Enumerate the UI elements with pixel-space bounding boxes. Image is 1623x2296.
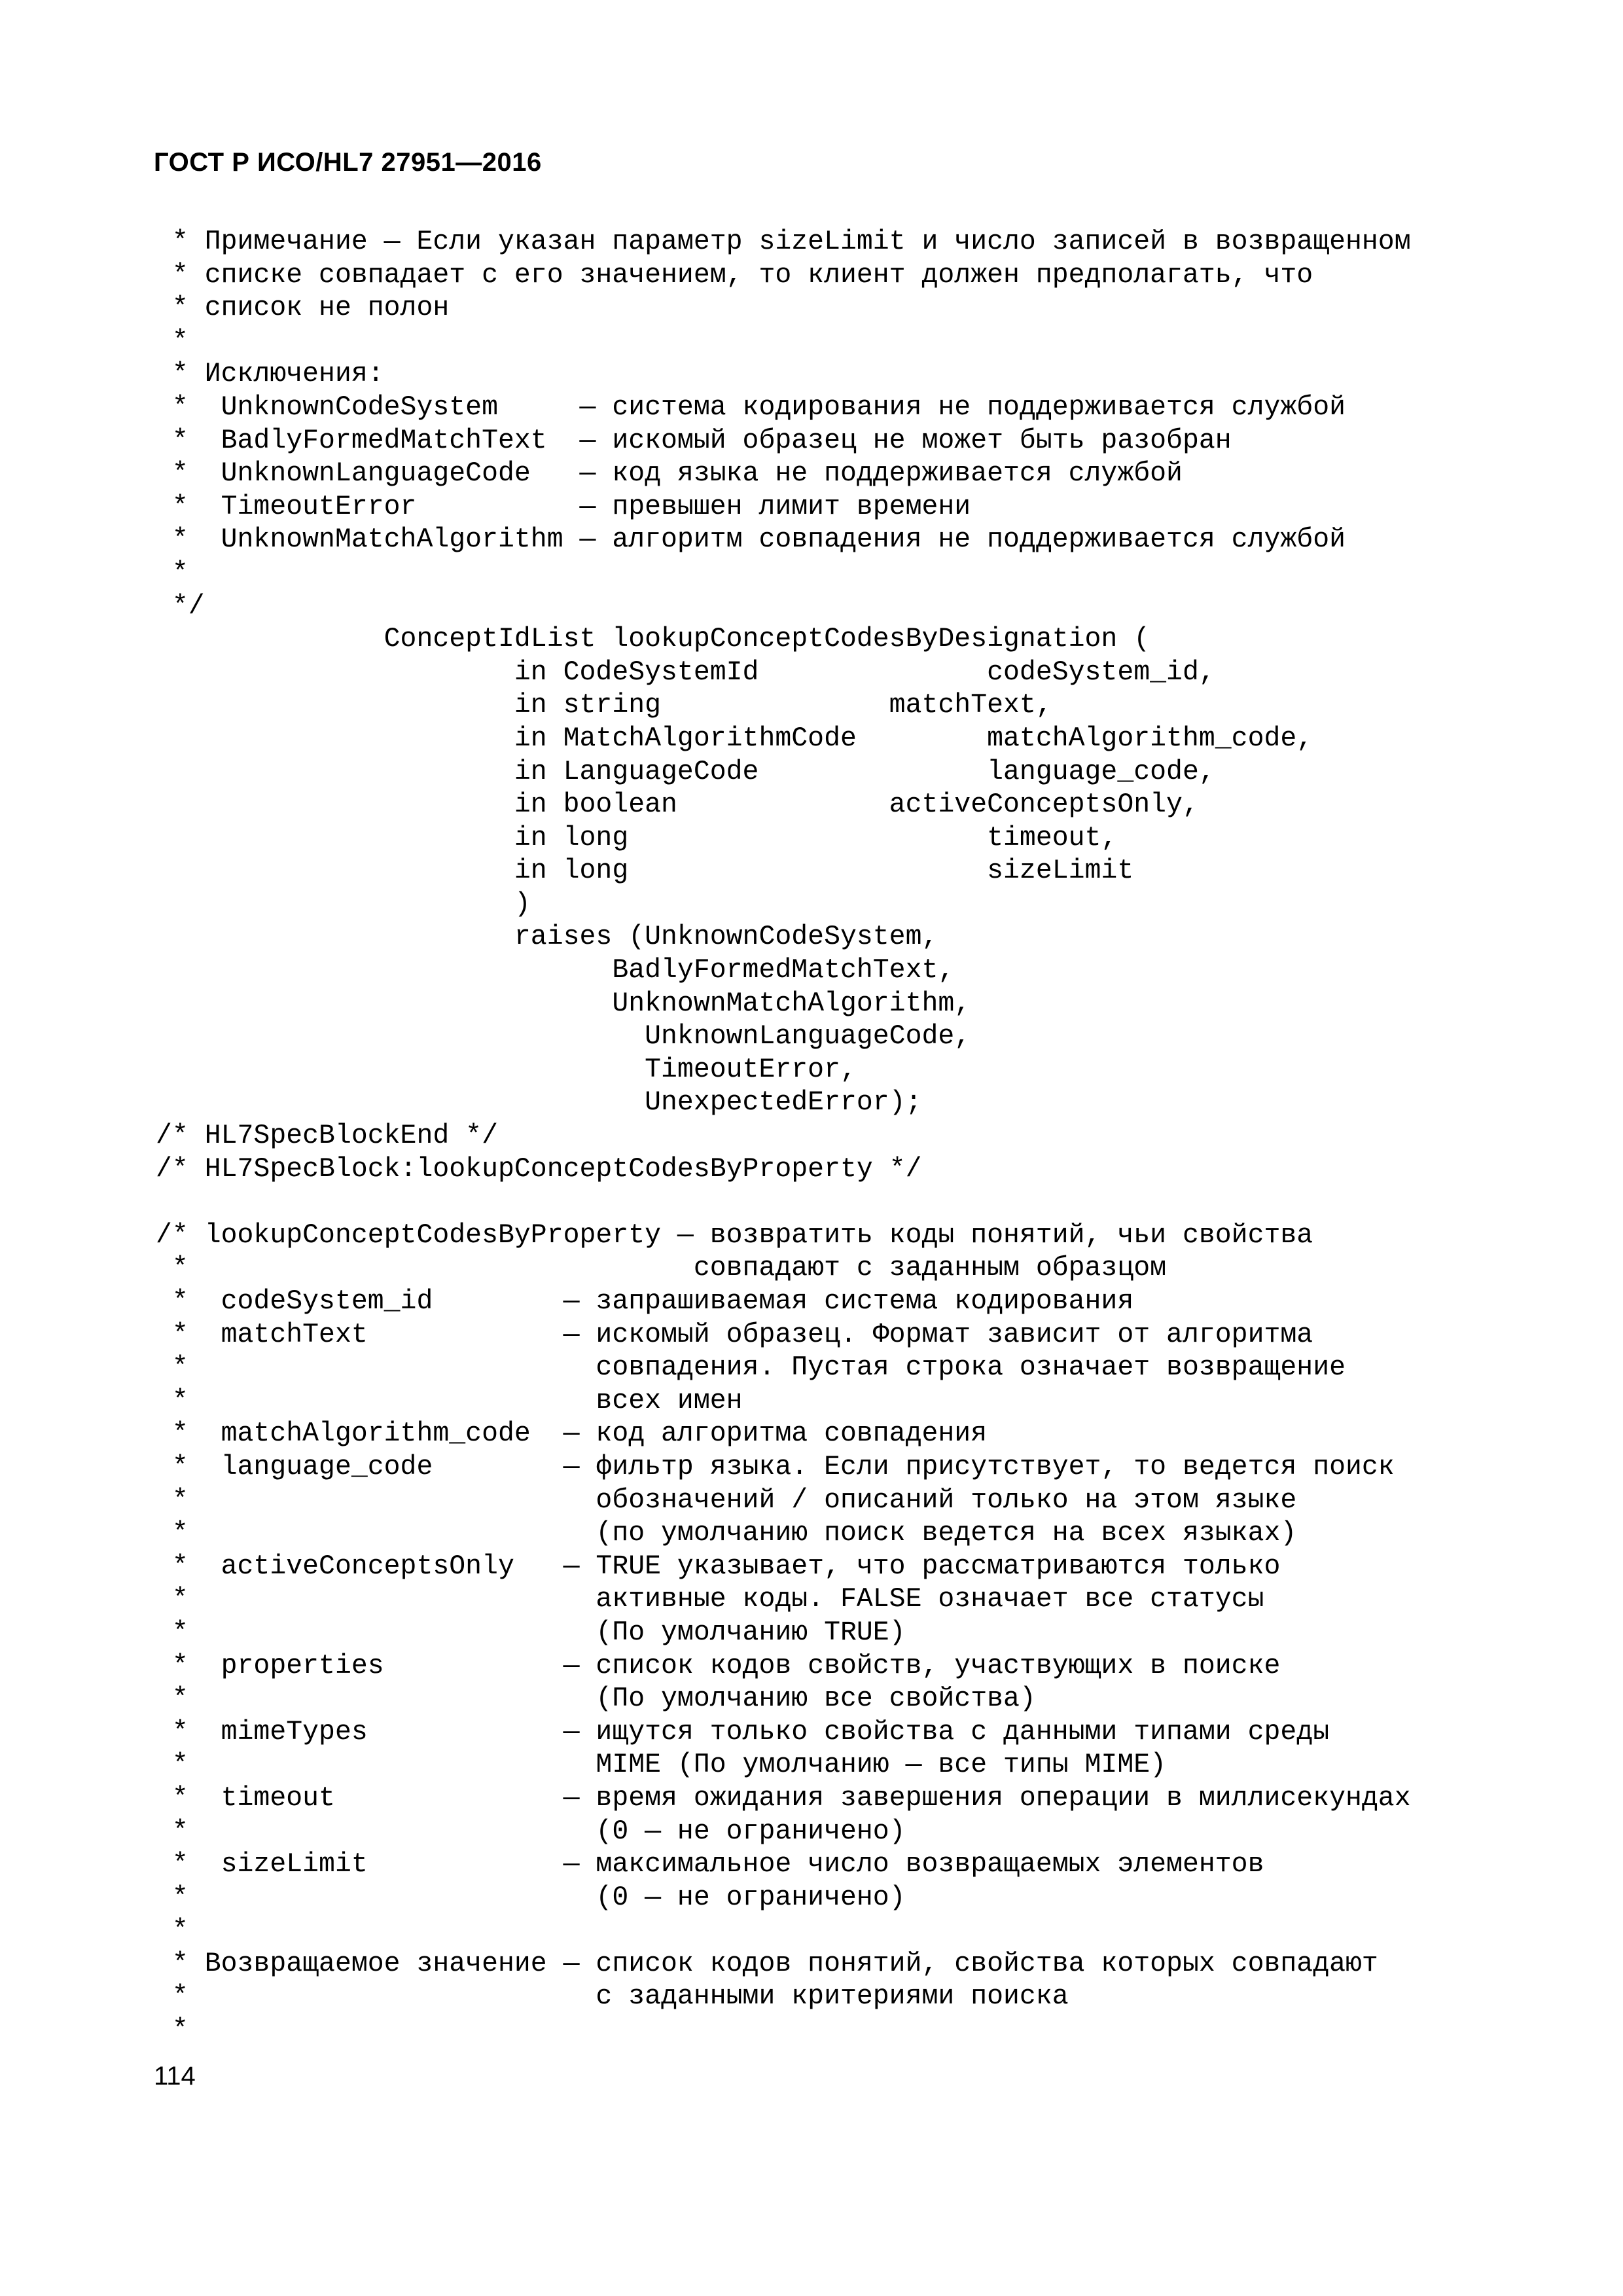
code-line: * активные коды. FALSE означает все статусы	[156, 1584, 1264, 1615]
code-line: * sizeLimit — максимальное число возвращаемых элементов	[156, 1849, 1264, 1880]
code-line: in string matchText,	[156, 690, 1052, 721]
code-line: UnexpectedError);	[156, 1087, 922, 1119]
code-line: in LanguageCode language_code,	[156, 756, 1215, 787]
code-line	[156, 1186, 1411, 1219]
code-line: * UnknownMatchAlgorithm — алгоритм совпадения не поддерживается службой	[156, 524, 1346, 556]
code-line: * совпадения. Пустая строка означает возвращение	[156, 1352, 1346, 1384]
code-line: * activeConceptsOnly — TRUE указывает, что рассматриваются только	[156, 1551, 1281, 1582]
code-line: *	[156, 2015, 188, 2046]
code-line: * (0 — не ограничено)	[156, 1882, 906, 1913]
code-line: * MIME (По умолчанию — все типы MIME)	[156, 1749, 1167, 1781]
code-line: ConceptIdList lookupConceptCodesByDesignation (	[156, 624, 1150, 655]
code-line: * с заданными критериями поиска	[156, 1981, 1069, 2013]
code-listing	[156, 226, 1411, 2047]
code-line: TimeoutError,	[156, 1054, 857, 1085]
code-line: UnknownLanguageCode,	[156, 1021, 971, 1052]
code-line: * mimeTypes — ищутся только свойства с данными типами среды	[156, 1716, 1330, 1748]
code-line: in long timeout,	[156, 822, 1118, 853]
document-header: ГОСТ Р ИСО/HL7 27951—2016	[154, 148, 542, 177]
code-line: BadlyFormedMatchText,	[156, 955, 955, 986]
code-line: * списке совпадает с его значением, то клиент должен предполагать, что	[156, 259, 1313, 291]
code-line: /* lookupConceptCodesByProperty — возвратить коды понятий, чьи свойства	[156, 1219, 1313, 1251]
code-line: */	[156, 590, 205, 622]
code-line: * всех имен	[156, 1385, 743, 1416]
code-line: * UnknownCodeSystem — система кодирования не поддерживается службой	[156, 391, 1346, 423]
code-line: in MatchAlgorithmCode matchAlgorithm_code,	[156, 723, 1313, 754]
code-line: * matchText — искомый образец. Формат зависит от алгоритма	[156, 1319, 1313, 1350]
code-line: * Примечание — Если указан параметр sizeLimit и число записей в возвращенном	[156, 226, 1411, 257]
code-line: * Исключения:	[156, 359, 384, 390]
code-line: *	[156, 557, 188, 588]
code-line: in long sizeLimit	[156, 855, 1134, 887]
code-line: * UnknownLanguageCode — код языка не поддерживается службой	[156, 458, 1183, 490]
code-line: * TimeoutError — превышен лимит времени	[156, 491, 971, 522]
code-line: * properties — список кодов свойств, участвующих в поиске	[156, 1650, 1281, 1681]
code-line: * language_code — фильтр языка. Если присутствует, то ведется поиск	[156, 1451, 1395, 1482]
code-line: /* HL7SpecBlockEnd */	[156, 1121, 498, 1152]
code-line: * (По умолчанию TRUE)	[156, 1617, 906, 1648]
code-line: raises (UnknownCodeSystem,	[156, 922, 938, 953]
page-number: 114	[154, 2062, 196, 2090]
code-line: in CodeSystemId codeSystem_id,	[156, 656, 1215, 688]
code-line: * совпадают с заданным образцом	[156, 1253, 1167, 1284]
code-line: * (0 — не ограничено)	[156, 1816, 906, 1847]
code-line: *	[156, 325, 188, 357]
code-line: * обозначений / описаний только на этом языке	[156, 1484, 1297, 1516]
code-line: UnknownMatchAlgorithm,	[156, 988, 971, 1019]
code-line: /* HL7SpecBlock:lookupConceptCodesByProperty */	[156, 1153, 922, 1185]
code-line: * Возвращаемое значение — список кодов понятий, свойства которых совпадают	[156, 1948, 1378, 1979]
code-line: in boolean activeConceptsOnly,	[156, 789, 1199, 821]
code-line: * codeSystem_id — запрашиваемая система кодирования	[156, 1286, 1134, 1317]
code-line: )	[156, 888, 531, 920]
code-line: *	[156, 1915, 188, 1946]
code-line: * (По умолчанию все свойства)	[156, 1683, 1036, 1715]
code-line: * BadlyFormedMatchText — искомый образец не может быть разобран	[156, 425, 1232, 456]
code-line: * (по умолчанию поиск ведется на всех языках)	[156, 1518, 1297, 1549]
code-line: * matchAlgorithm_code — код алгоритма совпадения	[156, 1418, 988, 1450]
code-line: * timeout — время ожидания завершения операции в миллисекундах	[156, 1782, 1411, 1814]
code-line: * список не полон	[156, 293, 450, 324]
